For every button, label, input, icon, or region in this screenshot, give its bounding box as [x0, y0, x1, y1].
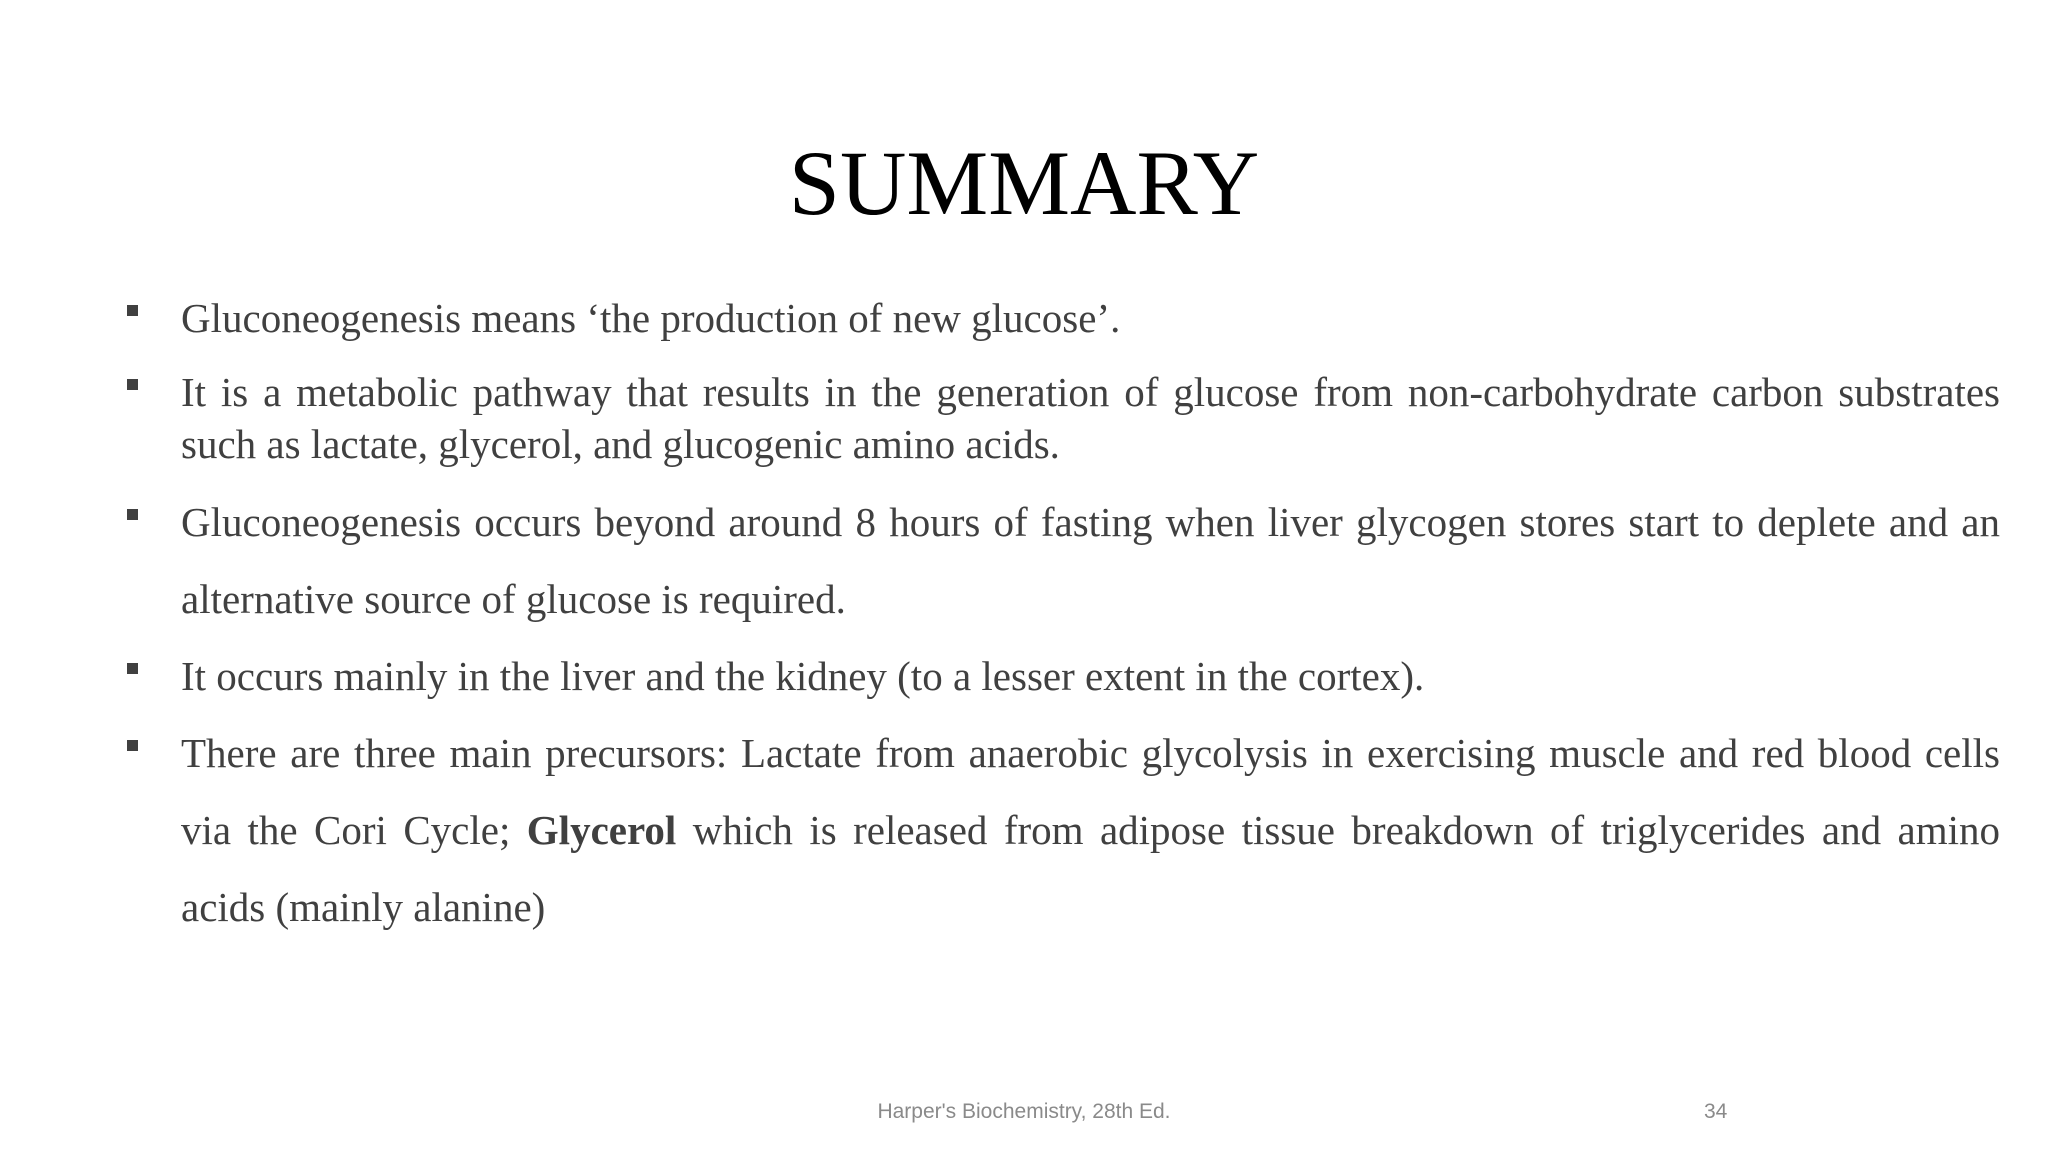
bullet-text-after: which is released from adipose tissue breakdown of triglycerides and amino acids (mainly alanine)	[181, 807, 2001, 930]
bullet-item	[124, 638, 2000, 715]
bullet-text-before: There are three main precursors: Lactate from anaerobic glycolysis in exercising muscle and red blood cells via the Cori Cycle;	[181, 730, 2000, 853]
square-bullet-icon	[127, 305, 138, 316]
bullet-text: Gluconeogenesis means ‘the production of new glucose’.	[181, 295, 1121, 341]
bullet-item	[124, 366, 2000, 470]
bullet-item	[124, 715, 2000, 946]
footer-page-number: 34	[1704, 1100, 1728, 1123]
square-bullet-icon	[127, 509, 138, 520]
bullet-text: It occurs mainly in the liver and the kidney (to a lesser extent in the cortex).	[181, 653, 1425, 699]
bullet-text: Gluconeogenesis occurs beyond around 8 hours of fasting when liver glycogen stores start to deplete and an alternative source of glucose is required.	[181, 499, 2000, 622]
bullet-list	[124, 292, 2000, 946]
footer-source: Harper's Biochemistry, 28th Ed.	[877, 1100, 1171, 1123]
square-bullet-icon	[127, 740, 138, 751]
square-bullet-icon	[127, 379, 138, 390]
bullet-item	[124, 484, 2000, 638]
bullet-text: It is a metabolic pathway that results in the generation of glucose from non-carbohydrate carbon substrates such as lactate, glycerol, and glucogenic amino acids.	[181, 369, 2000, 467]
bullet-item	[124, 292, 2000, 344]
bullet-bold-term: Glycerol	[526, 807, 677, 853]
slide-title: SUMMARY	[788, 132, 1260, 234]
square-bullet-icon	[127, 663, 138, 674]
